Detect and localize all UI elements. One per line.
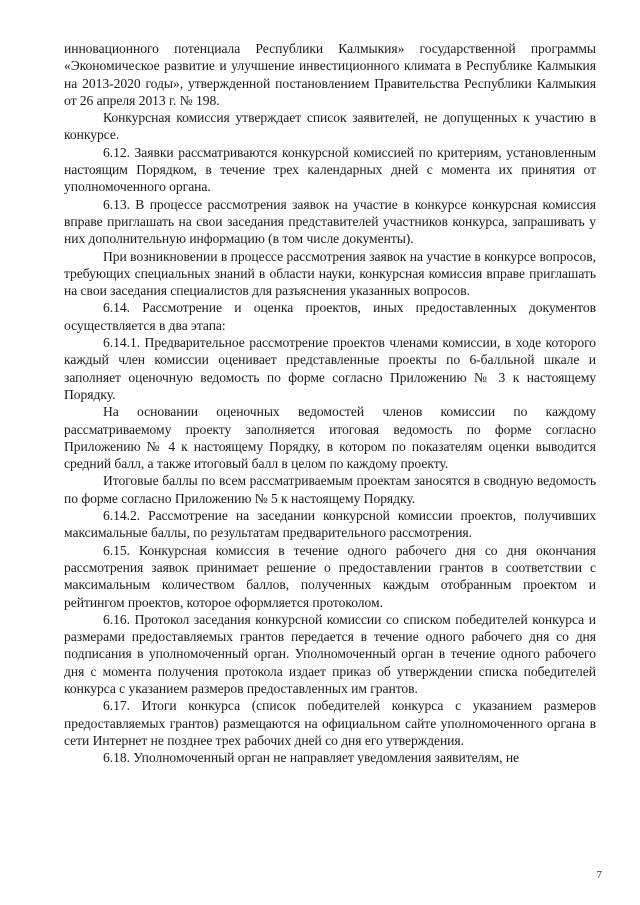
paragraph-6-12: 6.12. Заявки рассматриваются конкурсной комиссией по критериям, установленным настоящим Порядком, в течение трех календарных дней с момента их принятия от уполномоченного органа. [64, 144, 596, 195]
document-page [64, 40, 596, 880]
paragraph-6-14-2: 6.14.2. Рассмотрение на заседании конкурсной комиссии проектов, получивших максимальные баллы, по результатам предварительного рассмотрения. [64, 508, 596, 541]
paragraph-rejected-list: Конкурсная комиссия утверждает список заявителей, не допущенных к участию в конкурсе. [64, 110, 596, 143]
paragraph-specialists: При возникновении в процессе рассмотрения заявок на участие в конкурсе вопросов, требующих специальных знаний в области науки, конкурсная комиссия вправе приглашать на свои заседания специалистов для разъяснения указанных вопросов. [64, 248, 596, 299]
paragraph-summary-statement: Итоговые баллы по всем рассматриваемым проектам заносятся в сводную ведомость по форме согласно Приложению № 5 к настоящему Порядку. [64, 473, 596, 506]
paragraph-program-reference: инновационного потенциала Республики Калмыкия» государственной программы «Экономическое развитие и улучшение инвестиционного климата в Республике Калмыкия на 2013-2020 годы», утвержденной постановлением Правительства Республики Калмыкия от 26 апреля 2013 г. № 198. [64, 41, 596, 108]
paragraph-6-18: 6.18. Уполномоченный орган не направляет уведомления заявителям, не [103, 750, 520, 766]
page-number: 7 [596, 869, 602, 881]
paragraph-6-13: 6.13. В процессе рассмотрения заявок на участие в конкурсе конкурсная комиссия вправе приглашать на свои заседания представителей участников конкурса, запрашивать у них дополнительную информацию (в том числе документы). [64, 196, 596, 247]
paragraph-6-14-1: 6.14.1. Предварительное рассмотрение проектов членами комиссии, в ходе которого каждый член комиссии оценивает представленные проекты по 6-балльной шкале и заполняет оценочную ведомость по форме согласно Приложению № 3 к настоящему Порядку. [64, 335, 596, 402]
paragraph-6-14: 6.14. Рассмотрение и оценка проектов, иных предоставленных документов осуществляется в два этапа: [64, 300, 596, 333]
paragraph-6-15: 6.15. Конкурсная комиссия в течение одного рабочего дня со дня окончания рассмотрения заявок принимает решение о предоставлении грантов в соответствии с максимальным количеством баллов, полученных каждым отобранным проектом и рейтингом проектов, которое оформляется протоколом. [64, 542, 596, 610]
paragraph-6-17: 6.17. Итоги конкурса (список победителей конкурса с указанием размеров предоставляемых грантов) размещаются на официальном сайте уполномоченного органа в сети Интернет не позднее трех рабочих дней со дня его утверждения. [64, 698, 596, 748]
paragraph-final-statement: На основании оценочных ведомостей членов комиссии по каждому рассматриваемому проекту заполняется итоговая ведомость по форме согласно Приложению № 4 к настоящему Порядку, в котором по показателям оценки выводится средний балл, а также итоговый балл в целом по каждому проекту. [64, 404, 596, 472]
paragraph-6-16: 6.16. Протокол заседания конкурсной комиссии со списком победителей конкурса и размерами предоставляемых грантов передается в течение одного рабочего дня со дня подписания в уполномоченный орган. Уполномоченный орган в течение одного рабочего дня с момента получения протокола издает приказ об утверждении списка победителей конкурса с указанием размеров предоставленных им грантов. [64, 611, 596, 696]
